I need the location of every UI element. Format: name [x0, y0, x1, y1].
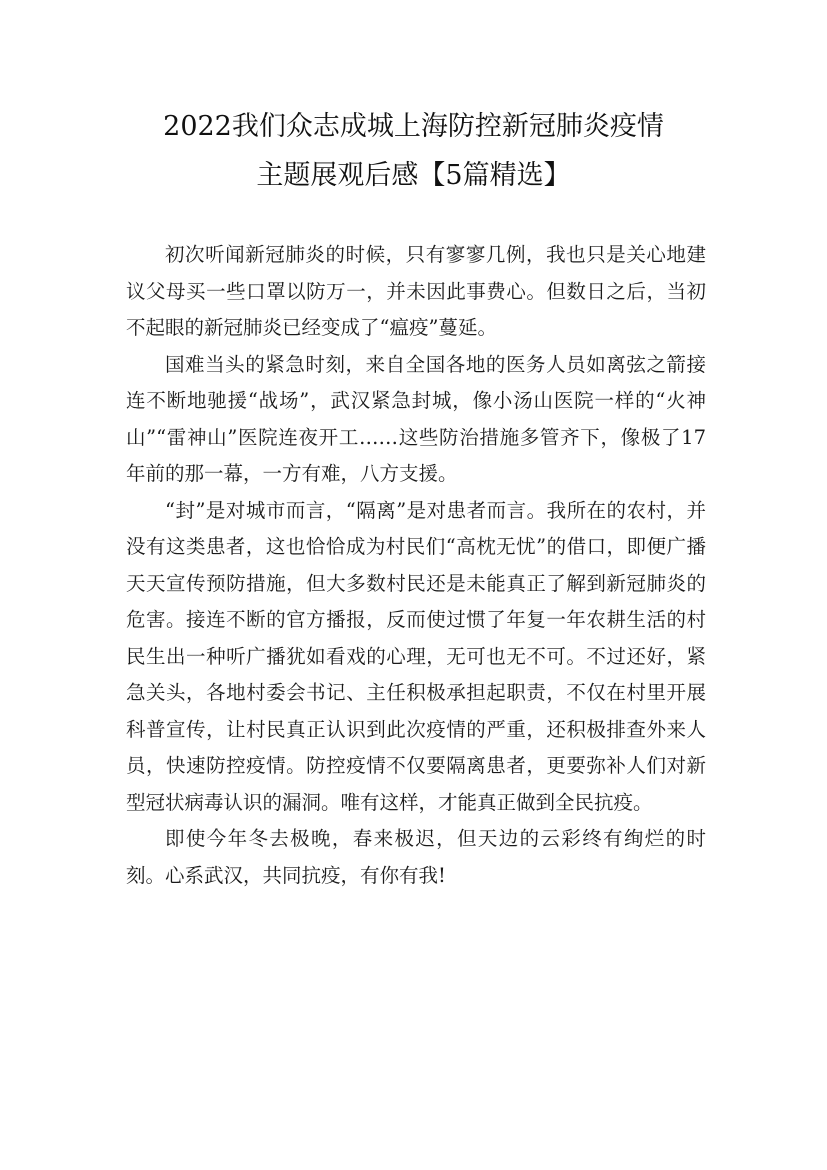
document-body — [126, 237, 706, 894]
paragraph-1: 初次听闻新冠肺炎的时候，只有寥寥几例，我也只是关心地建议父母买一些口罩以防万一，并未因此事费心。但数日之后，当初不起眼的新冠肺炎已经变成了“瘟疫”蔓延。 — [126, 243, 706, 339]
title-line-2: 主题展观后感【5篇精选】 — [256, 160, 571, 191]
paragraph-4: 即使今年冬去极晚，春来极迟，但天边的云彩终有绚烂的时刻。心系武汉，共同抗疫，有你有我! — [126, 827, 706, 887]
paragraph-3: “封”是对城市而言，“隔离”是对患者而言。我所在的农村，并没有这类患者，这也恰恰成为村民们“高枕无忧”的借口，即便广播天天宣传预防措施，但大多数村民还是未能真正了解到新冠肺炎的危害。接连不断的官方播报，反而使过惯了年复一年农耕生活的村民生出一种听广播犹如看戏的心理，无可也无不可。不过还好，紧急关头，各地村委会书记、主任积极承担起职责，不仅在村里开展科普宣传，让村民真正认识到此次疫情的严重，还积极排查外来人员，快速防控疫情。防控疫情不仅要隔离患者，更要弥补人们对新型冠状病毒认识的漏洞。唯有这样，才能真正做到全民抗疫。 — [126, 498, 706, 814]
document-title — [100, 102, 727, 200]
title-line-1: 2022我们众志成城上海防控新冠肺炎疫情 — [163, 111, 664, 142]
paragraph-2: 国难当头的紧急时刻，来自全国各地的医务人员如离弦之箭接连不断地驰援“战场”，武汉紧急封城，像小汤山医院一样的“火神山”“雷神山”医院连夜开工……这些防治措施多管齐下，像极了17年前的那一幕，一方有难，八方支援。 — [126, 352, 706, 485]
